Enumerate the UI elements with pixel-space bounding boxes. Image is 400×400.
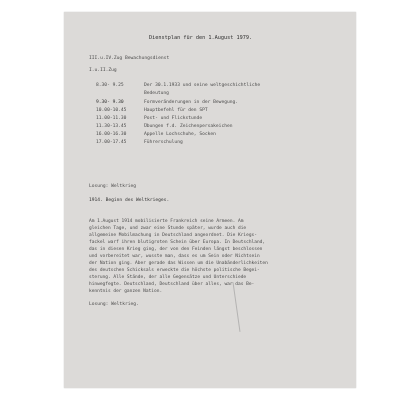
unit-line-1: III.u.IV.Zug Bewachungsdienst <box>89 56 170 61</box>
paragraph-line: gleichen Tage, und zwar eine Stunde später, wurde auch die <box>89 226 247 231</box>
schedule-time: 9.30- 9.30 <box>96 100 124 105</box>
schedule-text: Führerschulung <box>144 140 183 145</box>
schedule-text: Der 30.1.1933 und seine weltgeschichtliche <box>144 83 261 88</box>
paragraph-line: fackel warf ihren blutigroten Schein über Europa. In Deutschland, <box>89 240 266 245</box>
schedule-text: Übungen f.d. Zeichenpersakeichen <box>144 124 233 129</box>
section-heading: 1914. Beginn des Weltkrieges. <box>89 198 170 203</box>
paragraph-line: hinwegfegte. Deutschland, Deutschland über alles, war das Be- <box>89 282 255 287</box>
paragraph-line: und vorbereitet war, wusste man, dass es um Sein oder Nichtsein <box>89 254 260 259</box>
schedule-time: 11.30-13.45 <box>96 124 127 129</box>
losung-line-1: Losung: Weltkrieg <box>89 184 137 189</box>
schedule-time: 10.00-10.45 <box>96 108 127 113</box>
schedule-time: 16.00-16.30 <box>96 132 127 137</box>
schedule-time: 11.00-11.30 <box>96 116 127 121</box>
schedule-text: Post- und Flickstunde <box>144 116 203 121</box>
paragraph-line: das in diesen Krieg ging, der von den Feinden längst beschlossen <box>89 247 263 252</box>
losung-line-2: Losung: Weltkrieg. <box>89 302 139 307</box>
schedule-text: Hauptbefehl für den SPT <box>144 108 208 113</box>
document-page <box>64 12 356 388</box>
schedule-text: Bedeutung <box>144 91 169 96</box>
schedule-text: Formveränderungen in der Bewegung. <box>144 100 239 105</box>
paragraph-line: des deutschen Schicksals erweckte die höchste politische Begei- <box>89 268 260 273</box>
pencil-mark <box>233 282 242 332</box>
paragraph-line: allgemeine Mobilmachung in Deutschland angeordnet. Die Kriegs- <box>89 233 257 238</box>
schedule-text: Appelle Lochschuhe, Socken <box>144 132 216 137</box>
paragraph-line: sterung. Alle Stände, der alle Gegensätze und Unterschiede <box>89 275 247 280</box>
schedule-time: 17.00-17.45 <box>96 140 127 145</box>
paragraph-line: kenntnis der ganzen Nation. <box>89 289 163 294</box>
paragraph-line: Am 1.August 1914 mobilisierte Frankreich seine Armeen. Am <box>89 219 244 224</box>
unit-line-2: I.u.II.Zug <box>89 68 117 73</box>
schedule-time: 8.30- 9.25 <box>96 83 124 88</box>
paragraph-line: der Nation ging. Aber gerade das Wissen um die Unabänderlichkeiten <box>89 261 268 266</box>
document-title: Dienstplan für den 1.August 1979. <box>149 35 253 41</box>
